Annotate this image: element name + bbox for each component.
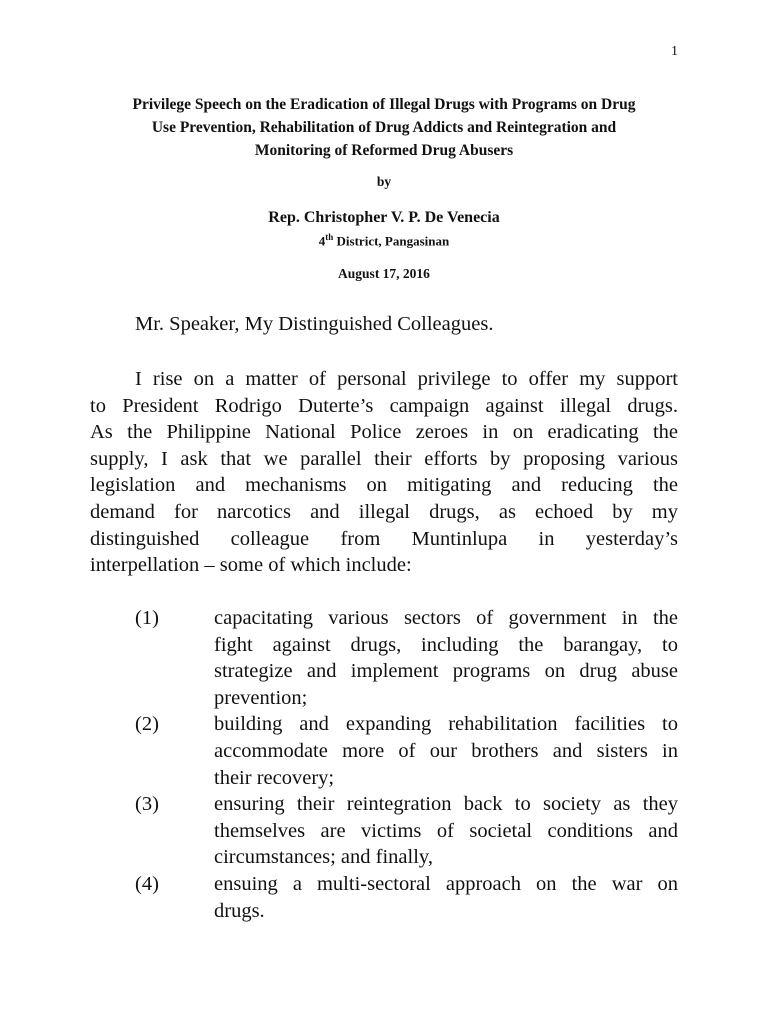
list-line: strategize and implement programs on drug abuse xyxy=(214,660,678,683)
paragraph-line: demand for narcotics and illegal drugs, as echoed by my xyxy=(90,500,678,523)
list-item-number: (1) xyxy=(135,607,159,629)
author-district xyxy=(0,232,768,249)
paragraph-line: interpellation – some of which include: xyxy=(90,554,412,577)
title-line: Privilege Speech on the Eradication of Illegal Drugs with Programs on Drug xyxy=(132,96,636,113)
salutation: Mr. Speaker, My Distinguished Colleagues. xyxy=(135,313,494,335)
list-item xyxy=(135,605,678,711)
proposal-list xyxy=(135,605,678,924)
district-number: 4 xyxy=(318,233,326,249)
body-paragraph xyxy=(90,366,678,579)
list-line: capacitating various sectors of government in the xyxy=(214,607,678,629)
list-item-number: (2) xyxy=(135,713,159,736)
list-line: their recovery; xyxy=(214,766,335,789)
paragraph-line: legislation and mechanisms on mitigating and reducing the xyxy=(90,474,678,497)
list-line: ensuing a multi-sectoral approach on the war on xyxy=(214,872,678,895)
title-line: Use Prevention, Rehabilitation of Drug Addicts and Reintegration and xyxy=(151,119,617,136)
list-line: accommodate more of our brothers and sisters in xyxy=(214,739,678,762)
paragraph-line: As the Philippine National Police zeroes in on eradicating the xyxy=(90,421,678,444)
list-item-number: (3) xyxy=(135,793,159,816)
paragraph-line: I rise on a matter of personal privilege to offer my support xyxy=(135,368,678,390)
by-line: by xyxy=(376,174,392,189)
district-ordinal-suffix: th xyxy=(325,232,334,242)
paragraph-line: distinguished colleague from Muntinlupa in yesterday’s xyxy=(90,527,678,550)
paragraph-line: to President Rodrigo Duterte’s campaign against illegal drugs. xyxy=(90,394,678,417)
author-name: Rep. Christopher V. P. De Venecia xyxy=(268,209,500,226)
list-item xyxy=(135,791,678,871)
speech-title xyxy=(80,93,688,162)
list-item xyxy=(135,871,678,924)
list-line: ensuring their reintegration back to society as they xyxy=(214,793,678,816)
list-line: prevention; xyxy=(214,686,308,709)
list-item-text xyxy=(214,711,678,791)
list-item-text xyxy=(214,871,678,924)
list-line: fight against drugs, including the barangay, to xyxy=(214,633,678,656)
page-number: 1 xyxy=(671,44,678,59)
list-line: circumstances; and finally, xyxy=(214,846,433,869)
list-item-text xyxy=(214,605,678,711)
district-name: District, Pangasinan xyxy=(333,233,450,249)
list-line: drugs. xyxy=(214,899,265,922)
paragraph-line: supply, I ask that we parallel their efforts by proposing various xyxy=(90,447,678,470)
speech-date: August 17, 2016 xyxy=(338,266,430,281)
title-line: Monitoring of Reformed Drug Abusers xyxy=(254,142,514,159)
list-item-text xyxy=(214,791,678,871)
list-line: building and expanding rehabilitation facilities to xyxy=(214,713,678,736)
list-item xyxy=(135,711,678,791)
list-line: themselves are victims of societal conditions and xyxy=(214,819,678,842)
list-item-number: (4) xyxy=(135,872,159,895)
